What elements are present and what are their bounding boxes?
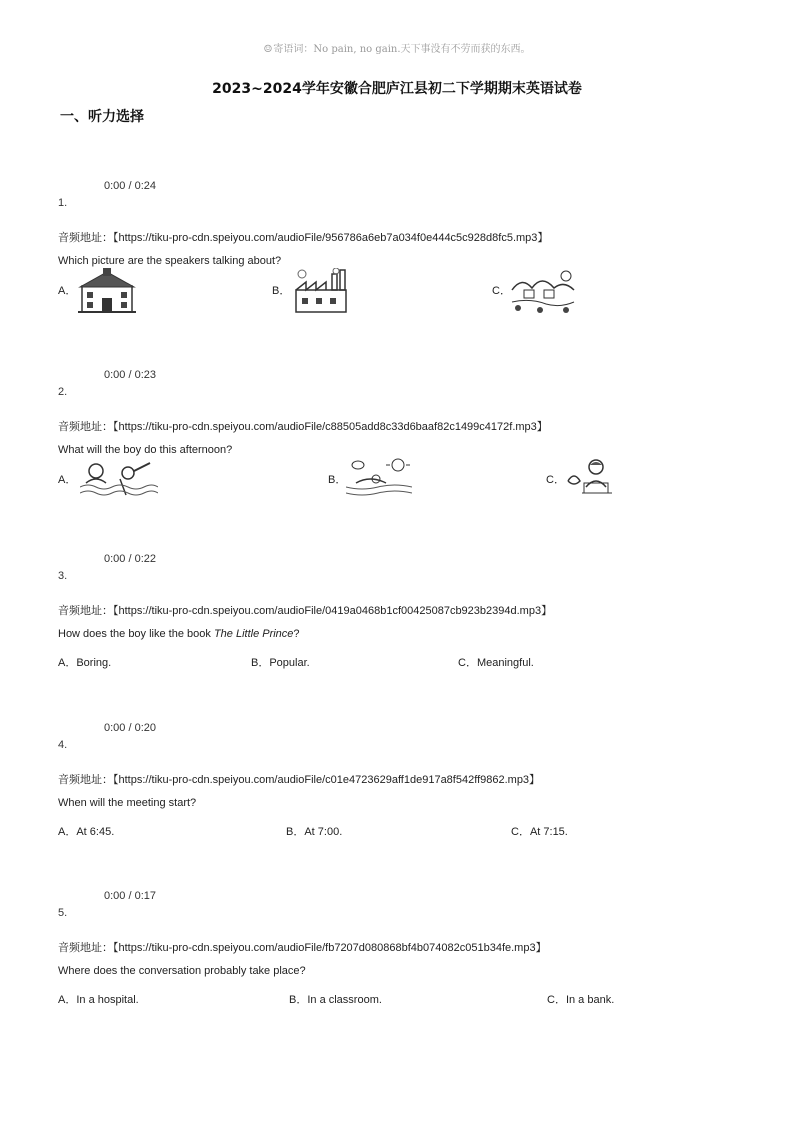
question-number: 2. — [58, 386, 68, 398]
option-label: A． — [58, 285, 77, 297]
question-4 — [0, 722, 794, 892]
option-label: B． — [272, 285, 291, 297]
question-3 — [0, 553, 794, 723]
school-building-icon — [78, 268, 136, 314]
option-label: A． — [58, 474, 77, 486]
audio-player[interactable]: 0:00 / 0:24 — [104, 180, 156, 192]
audio-label: 音频地址： — [58, 605, 113, 617]
smile-icon: ☺ — [263, 44, 273, 55]
factory-icon — [292, 268, 350, 314]
option-c[interactable]: C．Meaningful. — [458, 657, 534, 669]
audio-link[interactable]: 【https://tiku-pro-cdn.speiyou.com/audioFile/fb7207d080868bf4b074082c051b34fe.mp3】 — [113, 942, 547, 954]
option-c[interactable]: C．At 7:15. — [511, 826, 568, 838]
book-title: The Little Prince — [213, 628, 294, 640]
audio-label: 音频地址： — [58, 232, 113, 244]
question-number: 4. — [58, 739, 68, 751]
question-stem: When will the meeting start? — [58, 797, 197, 809]
audio-player[interactable]: 0:00 / 0:17 — [104, 890, 156, 902]
option-b[interactable]: B．In a classroom. — [289, 994, 382, 1006]
option-b[interactable]: B．Popular. — [251, 657, 310, 669]
question-number: 5. — [58, 907, 68, 919]
option-a[interactable]: A．In a hospital. — [58, 994, 139, 1006]
question-number: 1. — [58, 197, 68, 209]
option-a[interactable]: A．Boring. — [58, 657, 112, 669]
option-c[interactable]: C．In a bank. — [547, 994, 615, 1006]
village-landscape-icon — [510, 268, 576, 314]
audio-player[interactable]: 0:00 / 0:22 — [104, 553, 156, 565]
page-title: 2023~2024学年安徽合肥庐江县初二下学期期末英语试卷 — [212, 81, 582, 97]
audio-label: 音频地址： — [58, 774, 113, 786]
section-title: 一、听力选择 — [60, 109, 144, 125]
header-motto: ☺寄语词：No pain, no gain.天下事没有不劳而获的东西。 — [263, 44, 531, 55]
question-stem: How does the boy like the book The Little Prince? — [58, 628, 300, 640]
audio-address — [58, 771, 540, 787]
option-label: B． — [328, 474, 347, 486]
audio-link[interactable]: 【https://tiku-pro-cdn.speiyou.com/audioFile/c88505add8c33d6baaf82c1499c4172f.mp3】 — [113, 421, 548, 433]
question-5 — [0, 890, 794, 1060]
audio-address — [58, 602, 552, 618]
audio-player[interactable]: 0:00 / 0:23 — [104, 369, 156, 381]
audio-link[interactable]: 【https://tiku-pro-cdn.speiyou.com/audioFile/956786a6eb7a034f0e444c5c928d8fc5.mp3】 — [113, 232, 549, 244]
question-stem: Where does the conversation probably take place? — [58, 965, 306, 977]
question-stem: What will the boy do this afternoon? — [58, 444, 233, 456]
question-number: 3. — [58, 570, 68, 582]
option-b[interactable]: B．At 7:00. — [286, 826, 343, 838]
boy-reading-icon — [566, 457, 614, 499]
audio-address — [58, 418, 548, 434]
option-a[interactable]: A．At 6:45. — [58, 826, 115, 838]
beach-sunbathing-icon — [346, 457, 412, 499]
audio-link[interactable]: 【https://tiku-pro-cdn.speiyou.com/audioFile/0419a0468b1cf00425087cb923b2394d.mp3】 — [113, 605, 553, 617]
audio-link[interactable]: 【https://tiku-pro-cdn.speiyou.com/audioFile/c01e4723629aff1de917a8f542ff9862.mp3】 — [113, 774, 541, 786]
question-2 — [0, 369, 794, 539]
swimming-icon — [80, 457, 158, 499]
audio-address — [58, 939, 547, 955]
question-1 — [0, 180, 794, 350]
audio-address — [58, 229, 548, 245]
audio-label: 音频地址： — [58, 421, 113, 433]
question-stem: Which picture are the speakers talking about? — [58, 255, 282, 267]
option-label: C． — [492, 285, 511, 297]
option-label: C． — [546, 474, 565, 486]
audio-label: 音频地址： — [58, 942, 113, 954]
audio-player[interactable]: 0:00 / 0:20 — [104, 722, 156, 734]
